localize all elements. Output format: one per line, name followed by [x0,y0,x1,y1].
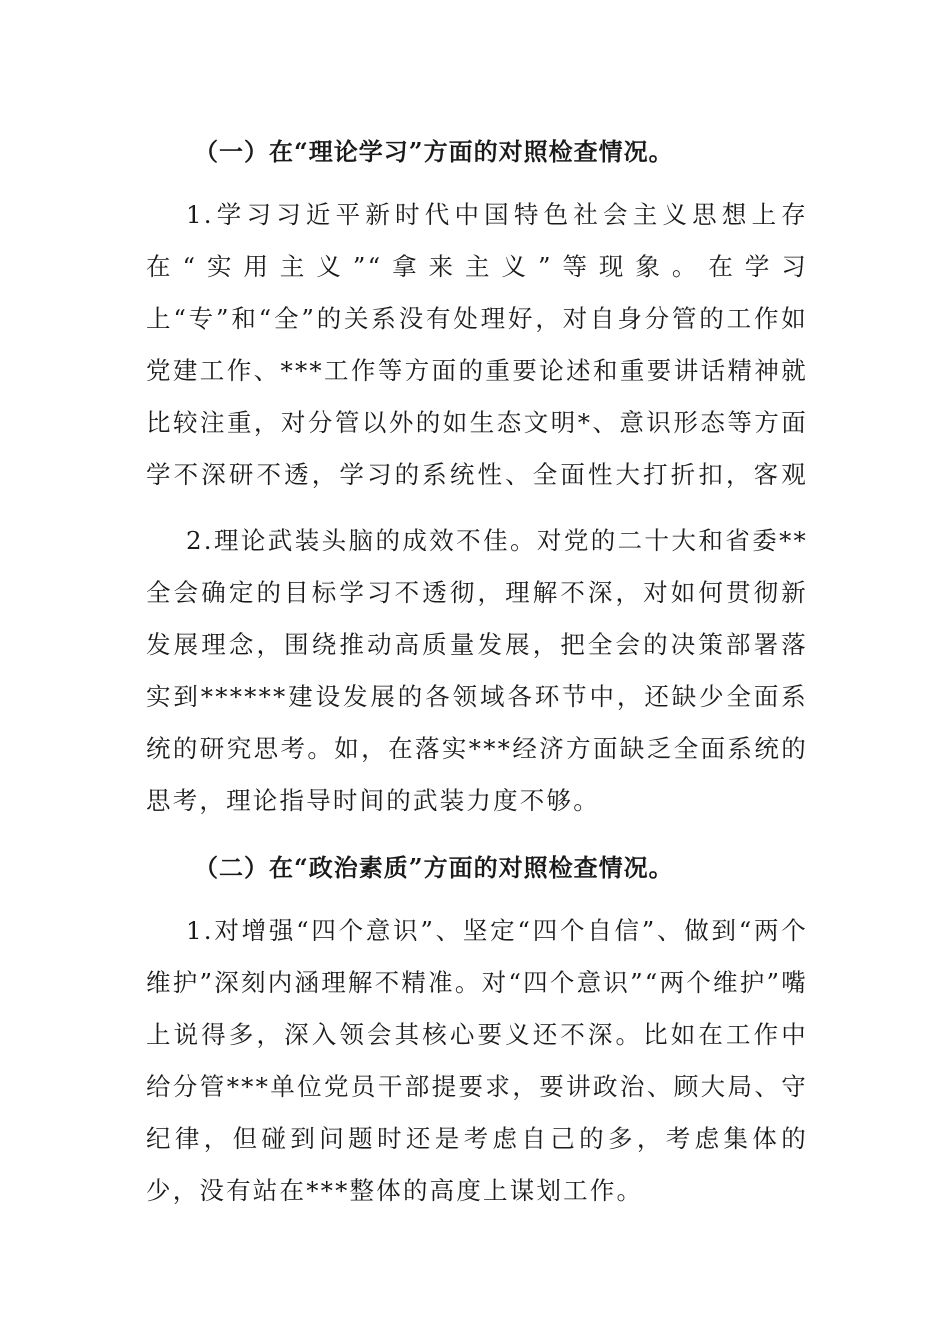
document-body [146,125,808,1217]
section-heading-theory-study: （一）在“理论学习”方面的对照检查情况。 [194,137,674,166]
paragraph-political-1: 1.对增强“四个意识”、坚定“四个自信”、做到“两个维护”深刻内涵理解不精准。对“四个意识”“两个维护”嘴上说得多，深入领会其核心要义还不深。比如在工作中给分管***单位党员干部提要求，要讲政治、顾大局、守纪律，但碰到问题时还是考虑自己的多，考虑集体的少，没有站在***整体的高度上谋划工作。 [146,916,808,1205]
paragraph-theory-1: 1.学习习近平新时代中国特色社会主义思想上存在“实用主义”“拿来主义”等现象。在学习上“专”和“全”的关系没有处理好，对自身分管的工作如党建工作、***工作等方面的重要论述和重要讲话精神就比较注重，对分管以外的如生态文明*、意识形态等方面学不深研不透，学习的系统性、全面性大打折扣，客观 [146,200,808,489]
paragraph-theory-2: 2.理论武装头脑的成效不佳。对党的二十大和省委**全会确定的目标学习不透彻，理解不深，对如何贯彻新发展理念，围绕推动高质量发展，把全会的决策部署落实到******建设发展的各领域各环节中，还缺少全面系统的研究思考。如，在落实***经济方面缺乏全面系统的思考，理论指导时间的武装力度不够。 [146,526,808,815]
section-heading-political-quality: （二）在“政治素质”方面的对照检查情况。 [194,853,674,882]
